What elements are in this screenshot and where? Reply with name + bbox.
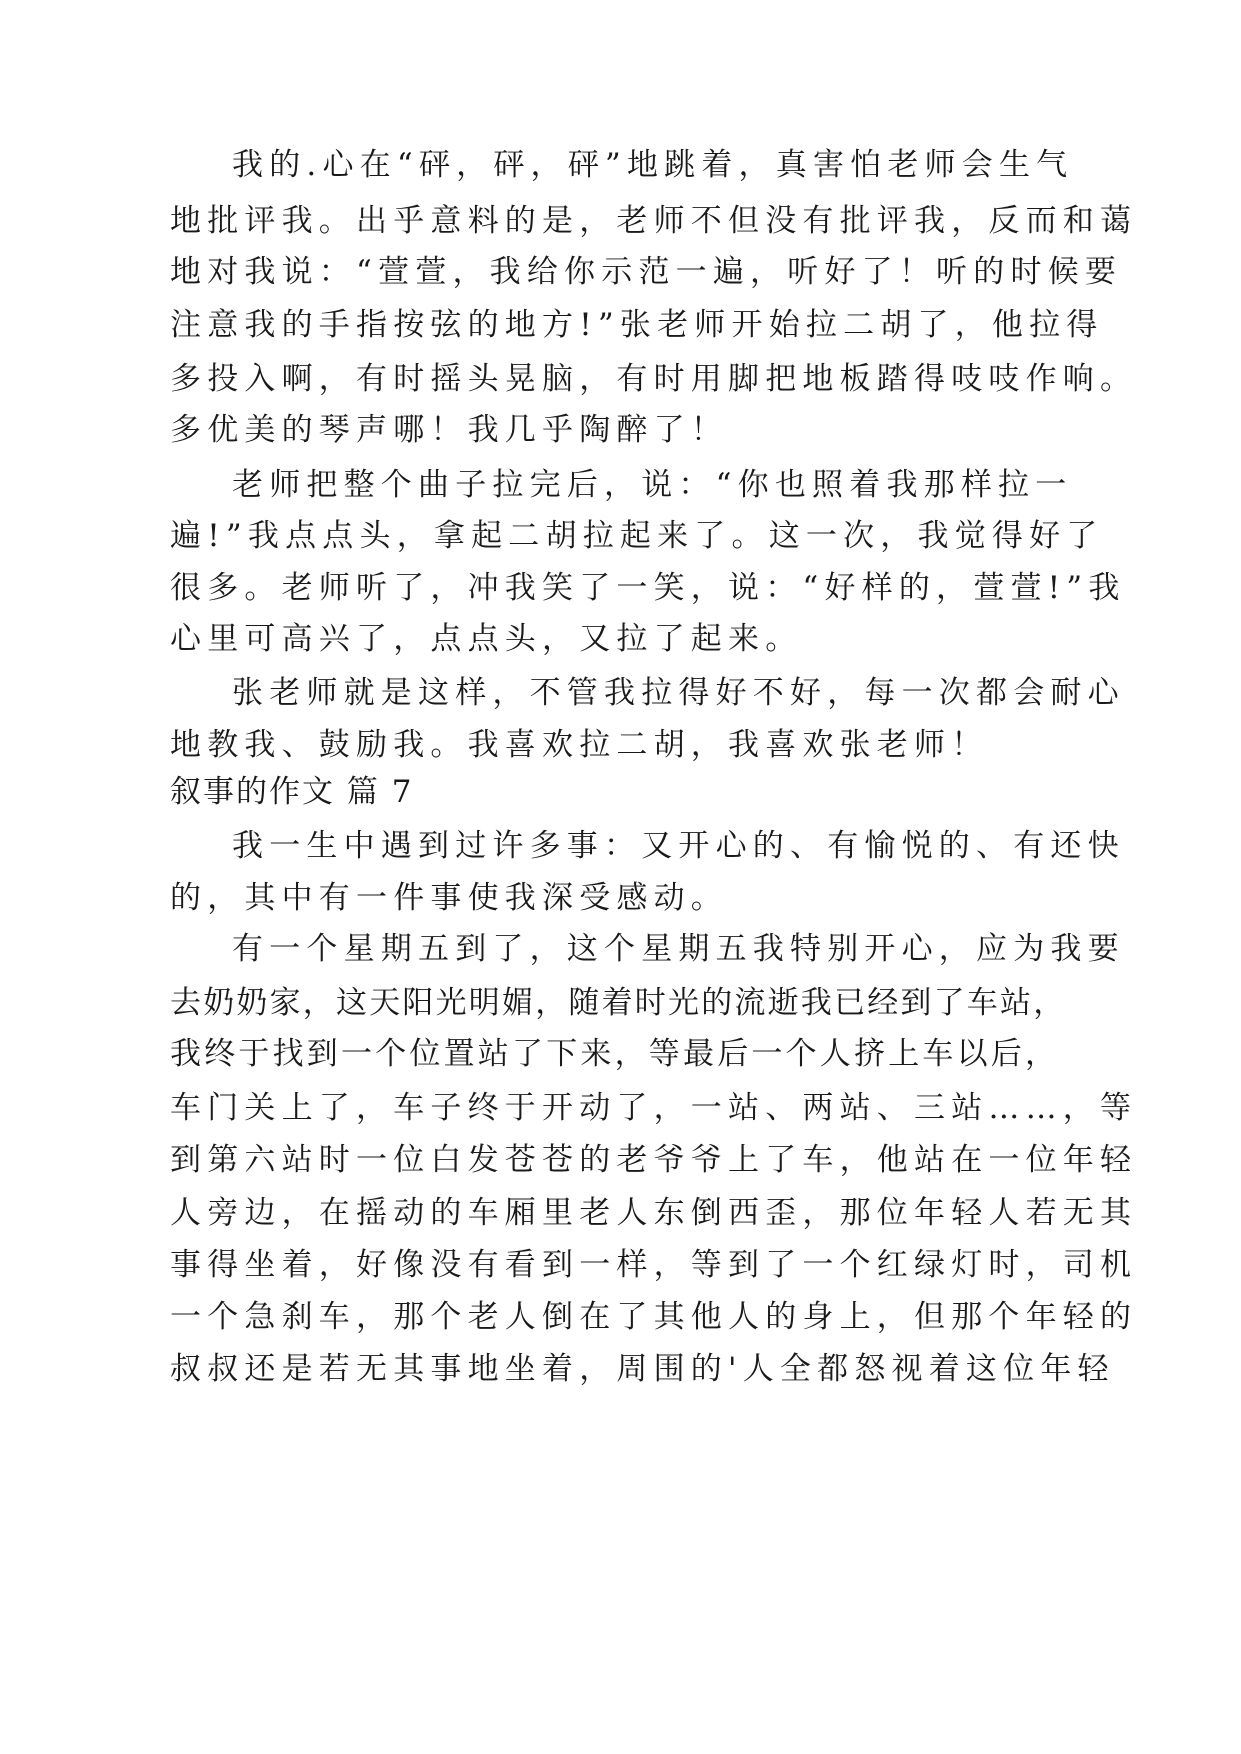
text-line: 很多。老师听了，冲我笑了一笑，说：“好样的，萱萱!”我 (170, 570, 1126, 606)
text-line: 一个急刹车，那个老人倒在了其他人的身上，但那个年轻的 (170, 1299, 1138, 1335)
text-line: 的，其中有一件事使我深受感动。 (170, 880, 728, 916)
text-line: 有一个星期五到了，这个星期五我特别开心，应为我要 (232, 931, 1125, 967)
text-line: 遍!”我点点头，拿起二胡拉起来了。这一次，我觉得好了 (170, 518, 1104, 554)
text-line: 张老师就是这样，不管我拉得好不好，每一次都会耐心 (232, 675, 1125, 711)
text-line: 地教我、鼓励我。我喜欢拉二胡，我喜欢张老师！ (170, 727, 989, 763)
text-line: 人旁边，在摇动的车厢里老人东倒西歪，那位年轻人若无其 (170, 1195, 1138, 1231)
text-line: 多优美的琴声哪！我几乎陶醉了！ (170, 412, 728, 448)
text-line: 我一生中遇到过许多事：又开心的、有愉悦的、有还快 (232, 828, 1125, 864)
text-line: 到第六站时一位白发苍苍的老爷爷上了车，他站在一位年轻 (170, 1142, 1138, 1178)
text-line: 我终于找到一个位置站了下来，等最后一个人挤上车以后， (170, 1036, 1060, 1072)
text-line: 去奶奶家，这天阳光明媚，随着时光的流逝我已经到了车站， (170, 985, 1067, 1021)
text-line: 事得坐着，好像没有看到一样，等到了一个红绿灯时，司机 (170, 1247, 1138, 1283)
text-line: 老师把整个曲子拉完后，说：“你也照着我那样拉一 (232, 467, 1073, 503)
text-line: 多投入啊，有时摇头晃脑，有时用脚把地板踏得吱吱作响。 (170, 361, 1138, 397)
text-line: 地对我说：“萱萱，我给你示范一遍，听好了！听的时候要 (170, 254, 1123, 290)
text-line: 车门关上了，车子终于开动了，一站、两站、三站……，等 (170, 1090, 1138, 1126)
section-heading: 叙事的作文 篇 7 (170, 774, 414, 810)
text-line: 我的.心在“砰，砰，砰”地跳着，真害怕老师会生气 (232, 147, 1074, 183)
text-line: 叔叔还是若无其事地坐着，周围的'人全都怒视着这位年轻 (170, 1351, 1115, 1387)
text-line: 注意我的手指按弦的地方!”张老师开始拉二胡了，他拉得 (170, 307, 1104, 343)
text-line: 地批评我。出乎意料的是，老师不但没有批评我，反而和蔼 (170, 203, 1138, 239)
text-line: 心里可高兴了，点点头，又拉了起来。 (170, 621, 803, 657)
